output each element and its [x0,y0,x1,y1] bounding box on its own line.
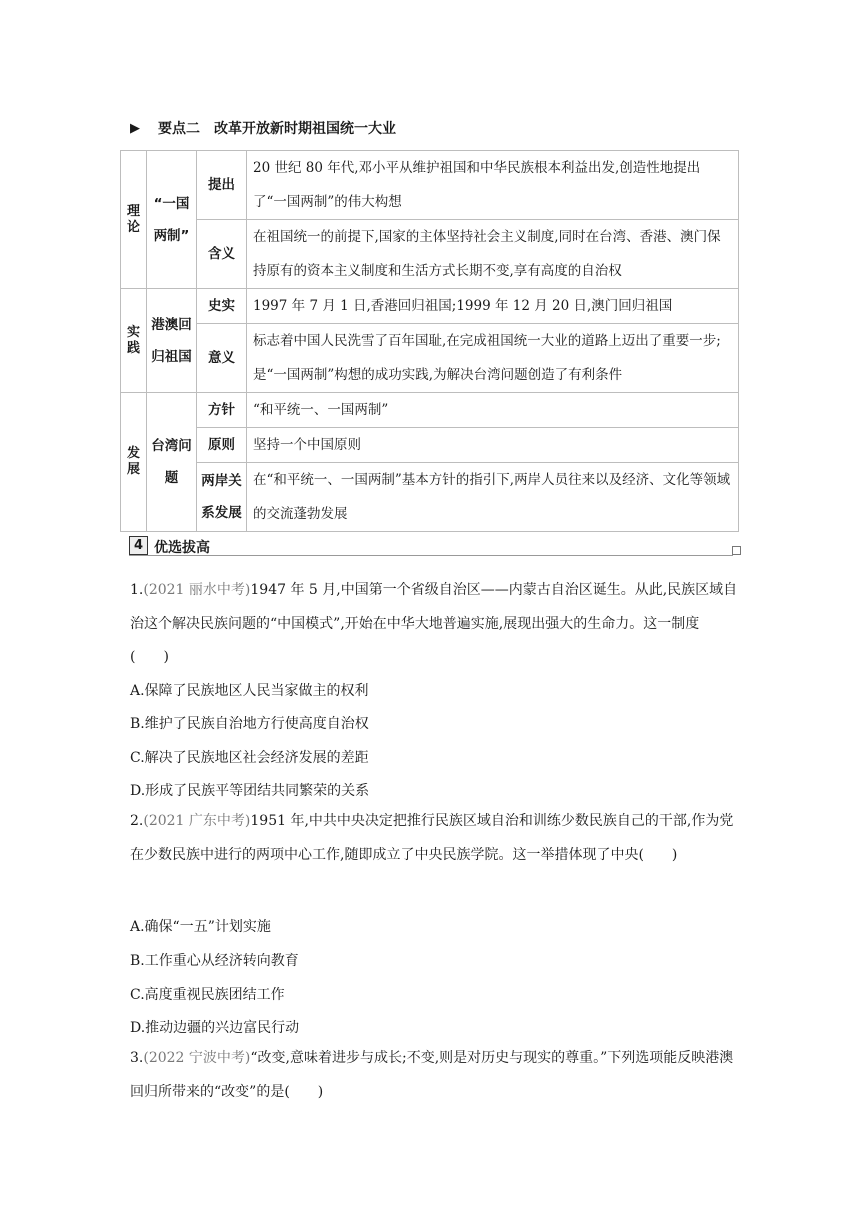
question-stem: 1951 年,中共中央决定把推行民族区域自治和训练少数民族自己的干部,作为党在少数民族中进行的两项中心工作,随即成立了中央民族学院。这一举措体现了中央( ) [130,813,734,863]
row-text: “和平统一、一国两制” [247,393,739,428]
option-b: B.维护了民族自治地方行使高度自治权 [130,716,369,732]
triangle-icon: ▶ [130,120,140,136]
section-divider [129,555,733,556]
question-source: (2021 广东中考) [143,813,251,829]
topic-hk-macau-return: 港澳回归祖国 [147,289,197,393]
row-label: 史实 [197,289,247,324]
row-label: 原则 [197,428,247,463]
row-text: 在“和平统一、一国两制”基本方针的指引下,两岸人员往来以及经济、文化等领域的交流蓬勃发展 [247,463,739,532]
key-points-table [120,150,739,532]
row-text: 20 世纪 80 年代,邓小平从维护祖国和中华民族根本利益出发,创造性地提出了“一国两制”的伟大构想 [247,151,739,220]
question-source: (2022 宁波中考) [143,1050,251,1066]
category-development: 发展 [121,393,147,532]
row-label: 含义 [197,220,247,289]
option-d: D.形成了民族平等团结共同繁荣的关系 [130,783,370,799]
topic-taiwan: 台湾问题 [147,393,197,532]
row-label: 方针 [197,393,247,428]
option-c: C.解决了民族地区社会经济发展的差距 [130,750,369,766]
section-header [129,536,737,556]
row-text: 1997 年 7 月 1 日,香港回归祖国;1999 年 12 月 20 日,澳门回归祖国 [247,289,739,324]
question-source: (2021 丽水中考) [143,582,251,598]
row-text: 标志着中国人民洗雪了百年国耻,在完成祖国统一大业的道路上迈出了重要一步;是“一国两制”构想的成功实践,为解决台湾问题创造了有利条件 [247,324,739,393]
row-label: 提出 [197,151,247,220]
category-theory: 理论 [121,151,147,289]
table-row [121,220,739,289]
row-label: 意义 [197,324,247,393]
table-row [121,151,739,220]
topic-one-country-two-systems: “一国两制” [147,151,197,289]
row-text: 在祖国统一的前提下,国家的主体坚持社会主义制度,同时在台湾、香港、澳门保持原有的资本主义制度和生活方式长期不变,享有高度的自治权 [247,220,739,289]
heading-label: 要点二 [158,121,200,137]
table-row [121,289,739,324]
option-d: D.推动边疆的兴边富民行动 [130,1020,300,1036]
row-label: 两岸关系发展 [197,463,247,532]
question-1: 1.(2021 丽水中考)1947 年 5 月,中国第一个省级自治区——内蒙古自治区诞生。从此,民族区域自治这个解决民族问题的“中国模式”,开始在中华大地普遍实施,展现出强大的生命力。这一制度 ( ) [130,582,738,665]
category-practice: 实践 [121,289,147,393]
table-row [121,428,739,463]
section-number-badge: 4 [129,536,148,555]
question-stem: 1947 年 5 月,中国第一个省级自治区——内蒙古自治区诞生。从此,民族区域自治这个解决民族问题的“中国模式”,开始在中华大地普遍实施,展现出强大的生命力。这一制度 ( ) [130,582,738,665]
table-row [121,463,739,532]
option-b: B.工作重心从经济转向教育 [130,953,299,969]
question-2: 2.(2021 广东中考)1951 年,中共中央决定把推行民族区域自治和训练少数民族自己的干部,作为党在少数民族中进行的两项中心工作,随即成立了中央民族学院。这一举措体现了中央( ) [130,813,734,863]
section-title: 优选拔高 [154,540,210,556]
option-a: A.确保“一五”计划实施 [130,919,271,935]
option-c: C.高度重视民族团结工作 [130,987,285,1003]
option-a: A.保障了民族地区人民当家做主的权利 [130,683,369,699]
question-stem: “改变,意味着进步与成长;不变,则是对历史与现实的尊重。”下列选项能反映港澳回归所带来的“改变”的是( ) [130,1050,734,1100]
heading-title: 改革开放新时期祖国统一大业 [214,121,396,137]
table-row [121,393,739,428]
square-icon [732,546,741,555]
question-3: 3.(2022 宁波中考)“改变,意味着进步与成长;不变,则是对历史与现实的尊重。”下列选项能反映港澳回归所带来的“改变”的是( ) [130,1050,734,1100]
table-row [121,324,739,393]
section-heading [130,118,396,138]
row-text: 坚持一个中国原则 [247,428,739,463]
